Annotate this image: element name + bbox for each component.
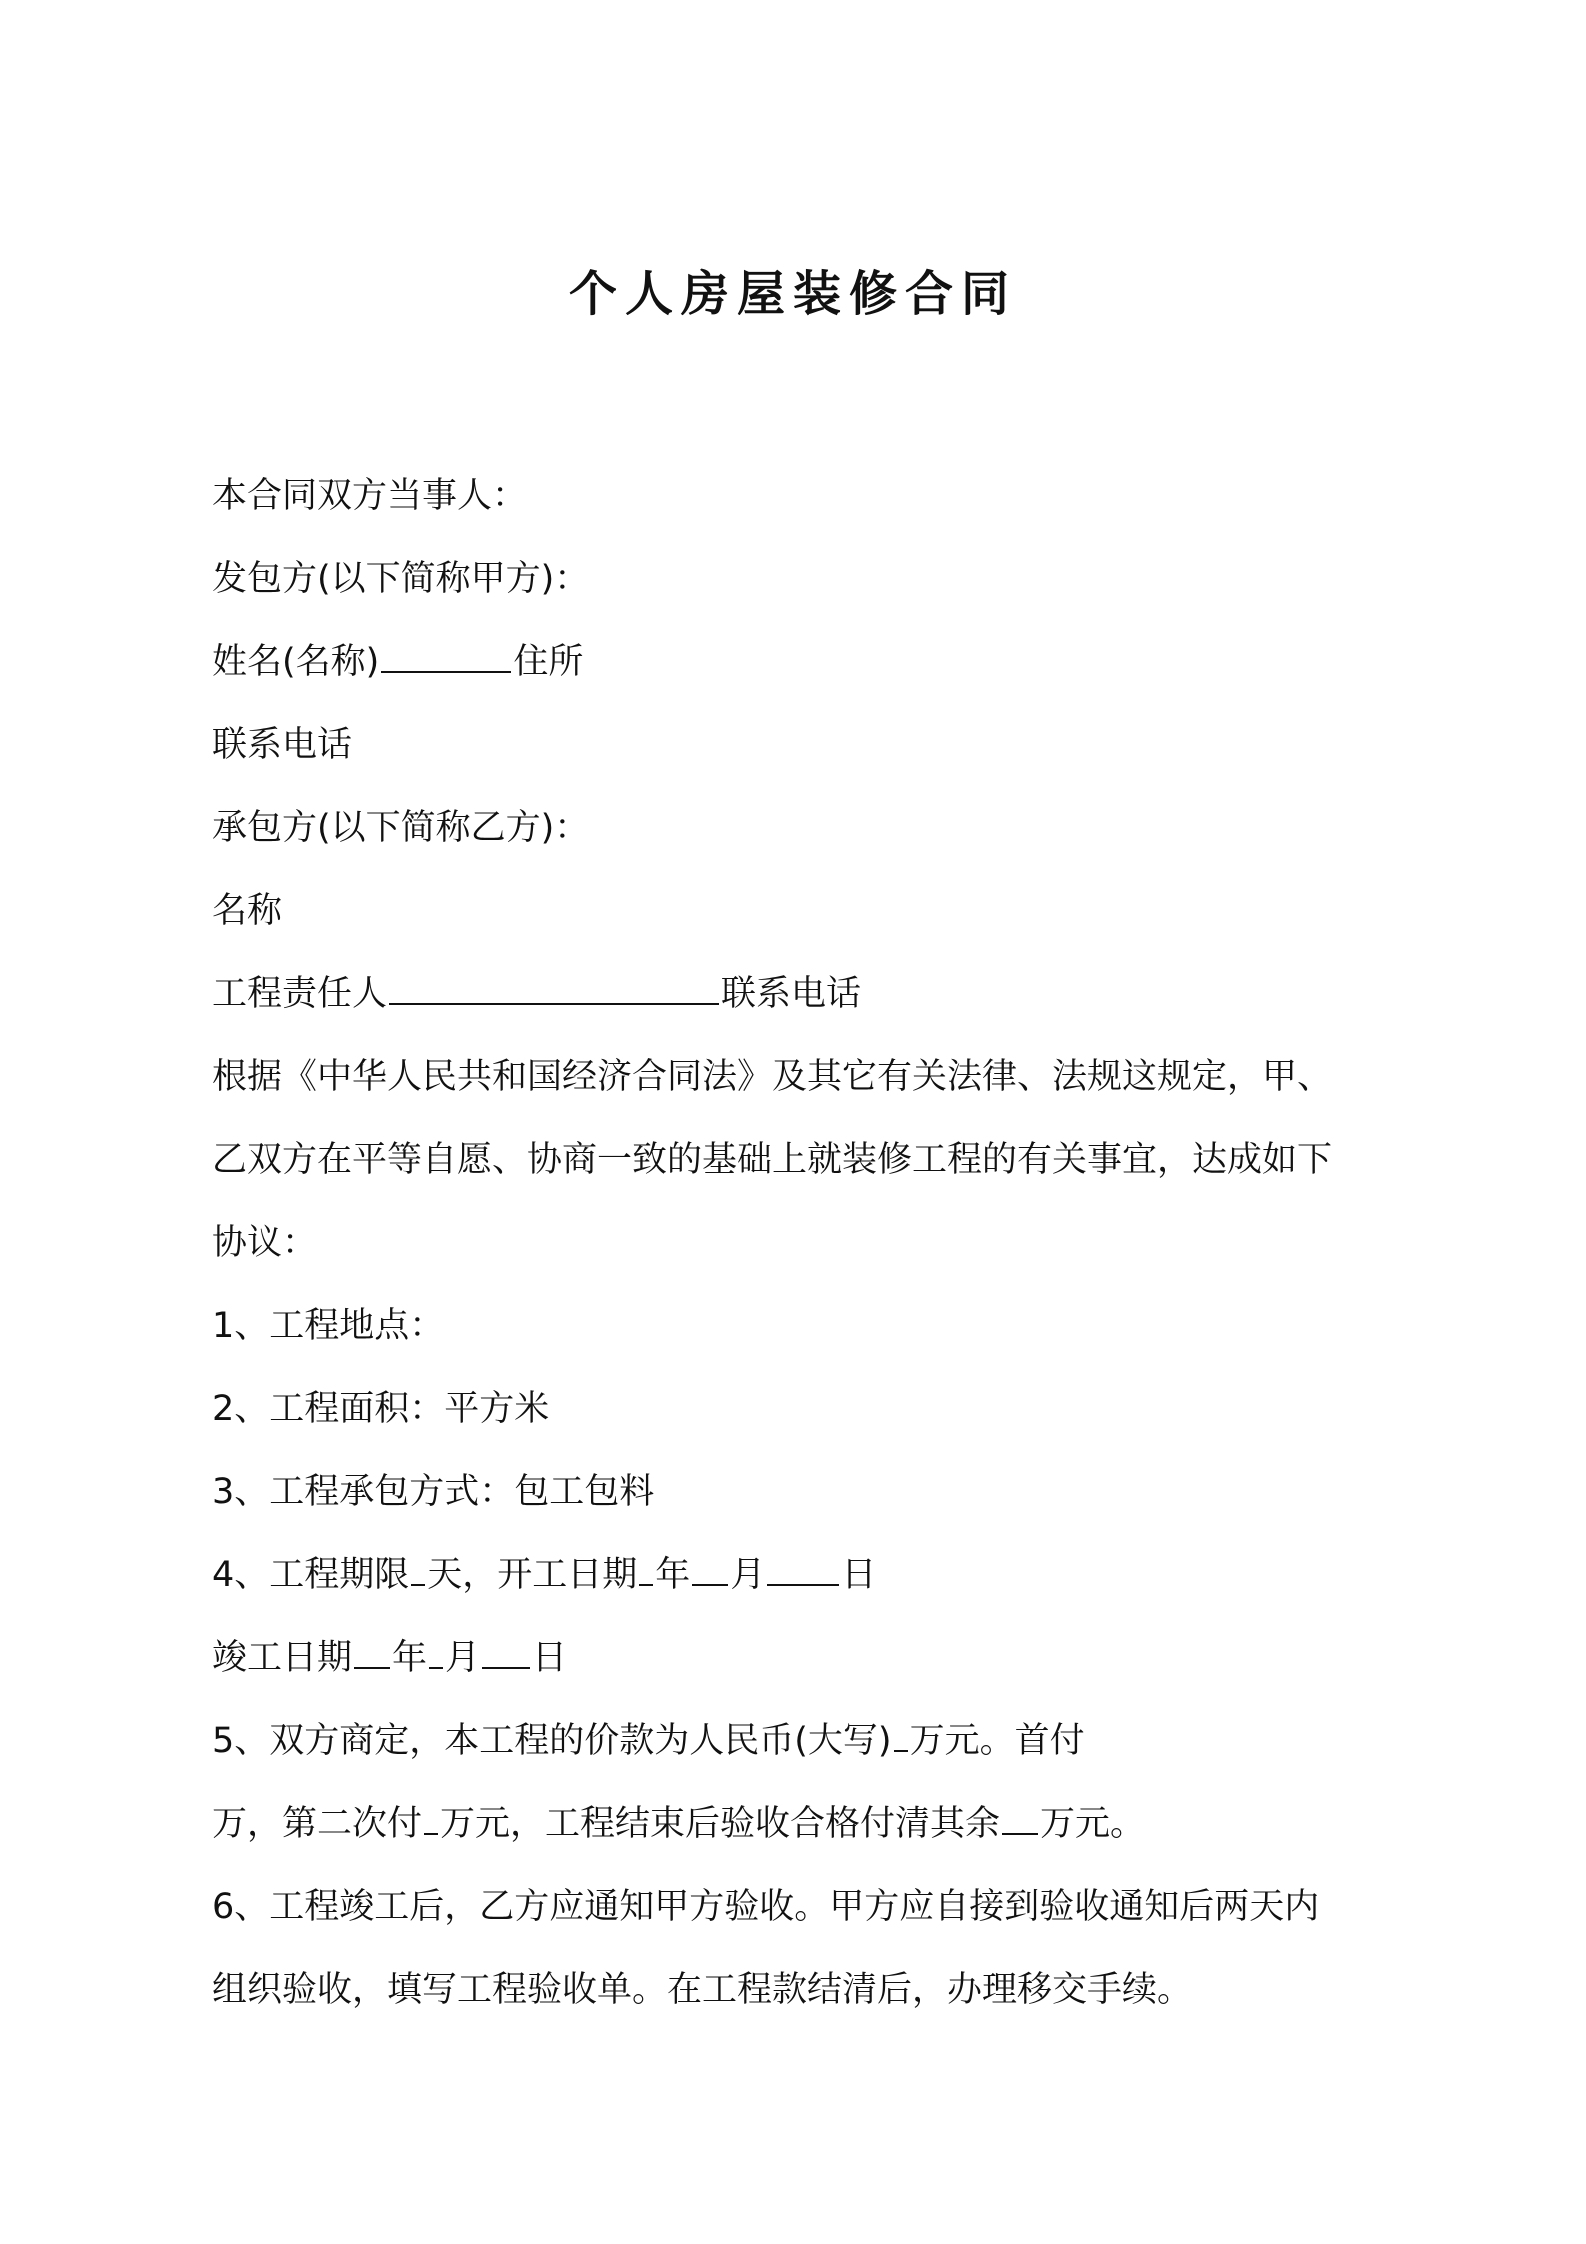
clause-6-line-1: 6、工程竣工后，乙方应通知甲方验收。甲方应自接到验收通知后两天内: [212, 1887, 1320, 1927]
price-blank: [894, 1706, 908, 1752]
party-b-manager-blank: [389, 959, 719, 1005]
party-a-name-line: [212, 621, 1412, 704]
completion-month: 月: [445, 1638, 481, 1678]
clause-6-line-2: 组织验收，填写工程验收单。在工程款结清后，办理移交手续。: [212, 1970, 1193, 2010]
remaining-blank: [1002, 1789, 1038, 1835]
document-title: 个人房屋装修合同: [568, 266, 1017, 322]
preamble-line-1: 根据《中华人民共和国经济合同法》及其它有关法律、法规这规定，甲、: [212, 1057, 1333, 1097]
completion-day-blank: [482, 1623, 530, 1669]
party-b-phone-label: 联系电话: [721, 974, 862, 1014]
completion-month-blank: [429, 1623, 443, 1669]
start-month-blank: [692, 1540, 728, 1586]
clause-5-line-2: [212, 1783, 1412, 1866]
parties-intro: 本合同双方当事人：: [212, 476, 528, 516]
clause-3: 3、工程承包方式：包工包料: [212, 1472, 655, 1512]
preamble-line-2: 乙双方在平等自愿、协商一致的基础上就装修工程的有关事宜，达成如下: [212, 1140, 1333, 1180]
party-b-manager-line: [212, 953, 1412, 1036]
clause-4-label: 4、工程期限: [212, 1555, 410, 1595]
start-year-blank: [639, 1540, 653, 1586]
clause-5-second-amount: 万元，工程结束后验收合格付清其余: [440, 1804, 1001, 1844]
clause-2: 2、工程面积：平方米: [212, 1389, 550, 1429]
clause-4-start-label: 天，开工日期: [427, 1555, 638, 1595]
completion-label: 竣工日期: [212, 1638, 353, 1678]
completion-year-blank: [354, 1623, 390, 1669]
clause-4-day: 日: [841, 1555, 877, 1595]
clause-5-first-payment: 万元。首付: [909, 1721, 1085, 1761]
completion-year: 年: [392, 1638, 428, 1678]
contract-body: [212, 455, 1412, 2032]
clause-1: 1、工程地点：: [212, 1306, 445, 1346]
start-day-blank: [767, 1540, 839, 1586]
party-a-name-label: 姓名(名称): [212, 642, 380, 682]
duration-blank: [411, 1540, 425, 1586]
clause-4-month: 月: [730, 1555, 766, 1595]
clause-5-remaining: 万元。: [1040, 1804, 1146, 1844]
clause-4-year: 年: [655, 1555, 691, 1595]
clause-4: [212, 1534, 1412, 1617]
clause-5-price-label: 5、双方商定，本工程的价款为人民币(大写): [212, 1721, 892, 1761]
party-a-name-blank: [381, 627, 511, 673]
party-a-address-label: 住所: [513, 642, 584, 682]
clause-5-first-amount: 万，第二次付: [212, 1804, 423, 1844]
party-a-heading: 发包方(以下简称甲方)：: [212, 559, 590, 599]
party-b-name-label: 名称: [212, 891, 283, 931]
party-b-heading: 承包方(以下简称乙方)：: [212, 808, 590, 848]
completion-day: 日: [532, 1638, 568, 1678]
second-payment-blank: [424, 1789, 438, 1835]
completion-date: [212, 1617, 1412, 1700]
party-a-phone-label: 联系电话: [212, 725, 353, 765]
party-b-manager-label: 工程责任人: [212, 974, 388, 1014]
clause-5-line-1: [212, 1700, 1412, 1783]
preamble-line-3: 协议：: [212, 1223, 318, 1263]
